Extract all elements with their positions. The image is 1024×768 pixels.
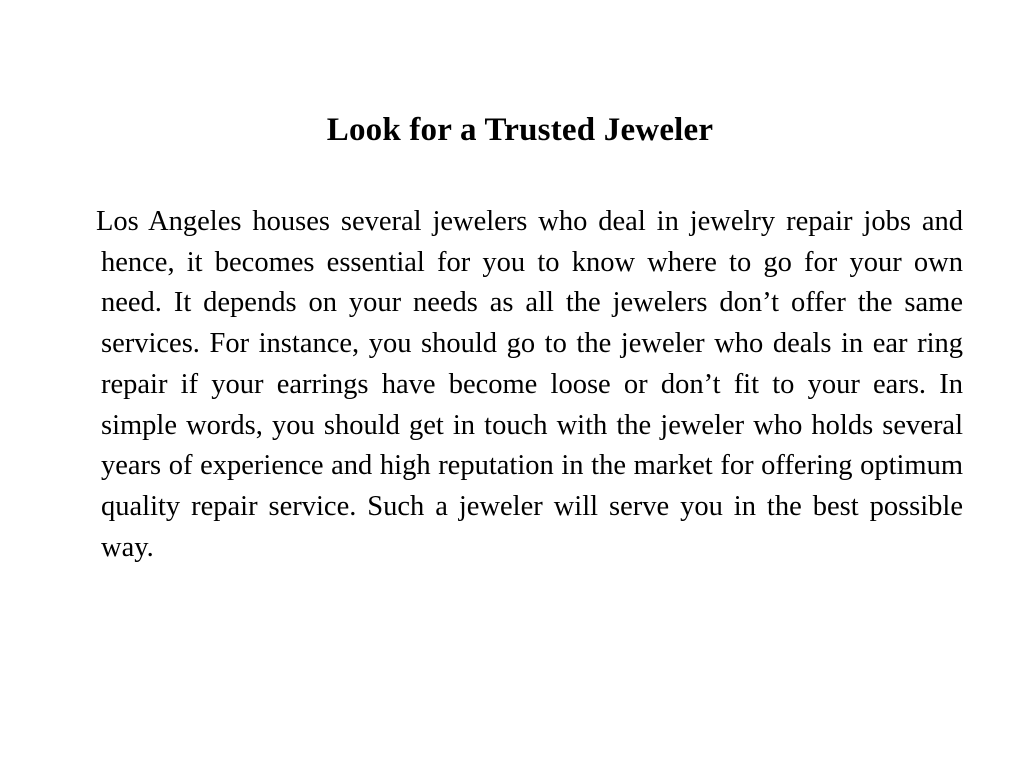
slide-body-text: Los Angeles houses several jewelers who deal in jewelry repair jobs and hence, it becomes essential for you to know where to go for your own need. It depends on your needs as all the jewelers don’t offer the same services. For instance, you should go to the jeweler who deals in ear ring repair if your earrings have become loose or don’t fit to your ears. In simple words, you should get in touch with the jeweler who holds several years of experience and high reputation in the market for offering optimum quality repair service. Such a jeweler will serve you in the best possible way. xyxy=(96,206,963,563)
slide-title: Look for a Trusted Jeweler xyxy=(326,112,714,148)
